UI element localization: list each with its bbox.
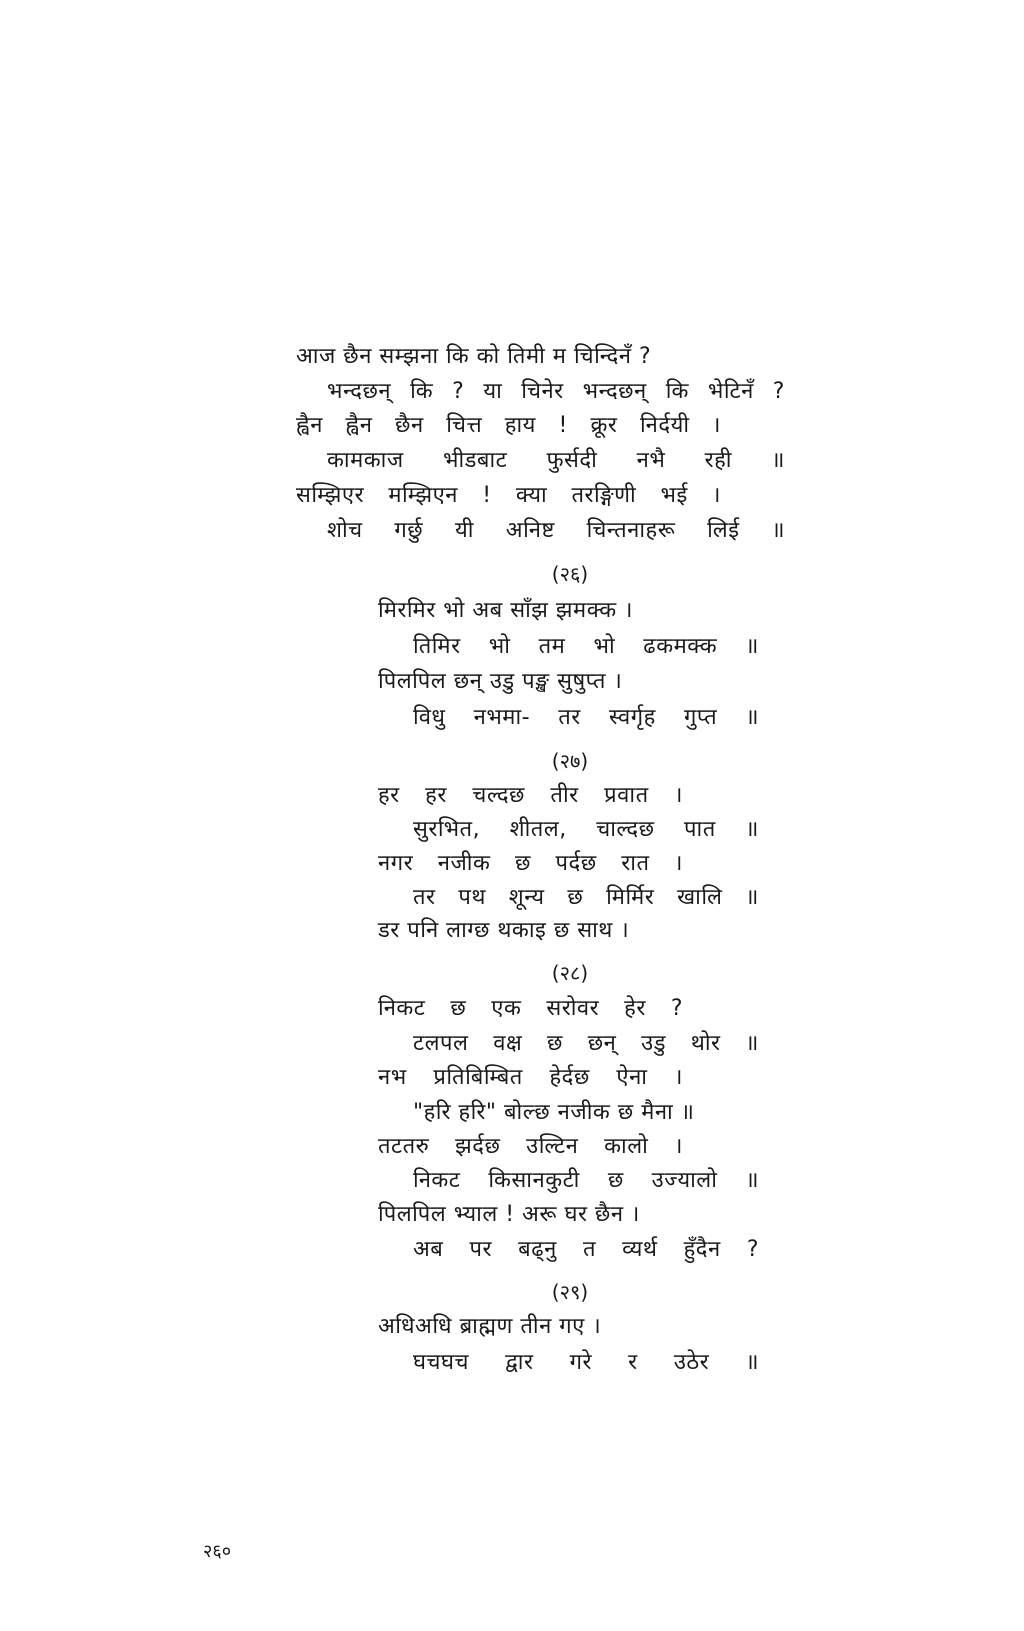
verse-line: आज छैन सम्झना कि को तिमी म चिन्दिनँ ? <box>296 344 652 369</box>
verse-line: निकट किसानकुटी छ उज्यालो ॥ <box>413 1168 759 1193</box>
verse-line: सम्झिएर मम्झिएन ! क्या तरङ्गिणी भई । <box>296 483 721 508</box>
verse-number: (२७) <box>551 749 589 773</box>
verse-line: अब पर बढ्नु त व्यर्थ हुँदैन ? <box>413 1237 759 1262</box>
verse-line: नभ प्रतिबिम्बित हेर्दछ ऐना । <box>378 1065 683 1090</box>
verse-line: ह्वैन ह्वैन छैन चित्त हाय ! क्रूर निर्दयी । <box>296 413 721 438</box>
verse-line: तिमिर भो तम भो ढकमक्क ॥ <box>413 634 759 659</box>
verse-line: कामकाज भीडबाट फुर्सदी नभै रही ॥ <box>327 448 785 473</box>
verse-line: तर पथ शून्य छ मिर्मिर खालि ॥ <box>413 885 759 910</box>
verse-line: "हरि हरि" बोल्छ नजीक छ मैना ॥ <box>413 1100 695 1125</box>
verse-line: विधु नभमा- तर स्वर्गृह गुप्त ॥ <box>413 705 759 730</box>
verse-line: मिरमिर भो अब साँझ झमक्क । <box>378 598 633 623</box>
verse-line: शोच गर्छु यी अनिष्ट चिन्तनाहरू लिई ॥ <box>327 518 785 543</box>
verse-number: (२८) <box>551 961 589 985</box>
verse-number: (२९) <box>551 1280 589 1304</box>
verse-line: निकट छ एक सरोवर हेर ? <box>378 996 683 1021</box>
verse-line: हर हर चल्दछ तीर प्रवात । <box>378 783 683 808</box>
verse-line: पिलपिल छन् उडु पङ्ख सुषुप्त । <box>378 669 623 694</box>
verse-line: सुरभित, शीतल, चाल्दछ पात ॥ <box>413 817 759 842</box>
page-number: २६० <box>203 1541 232 1562</box>
verse-line: नगर नजीक छ पर्दछ रात । <box>378 851 683 876</box>
verse-line: भन्दछन् कि ? या चिनेर भन्दछन् कि भेटिनँ ? <box>327 379 785 404</box>
verse-line: तटतरु झर्दछ उल्टिन कालो । <box>378 1134 683 1159</box>
verse-line: अधिअधि ब्राह्मण तीन गए । <box>378 1314 602 1339</box>
verse-line: पिलपिल भ्याल ! अरू घर छैन । <box>378 1202 640 1227</box>
verse-line: टलपल वक्ष छ छन् उडु थोर ॥ <box>413 1031 759 1056</box>
verse-number: (२६) <box>551 562 589 586</box>
verse-line: डर पनि लाग्छ थकाइ छ साथ । <box>378 918 630 943</box>
verse-line: घचघच द्वार गरे र उठेर ॥ <box>413 1350 759 1375</box>
